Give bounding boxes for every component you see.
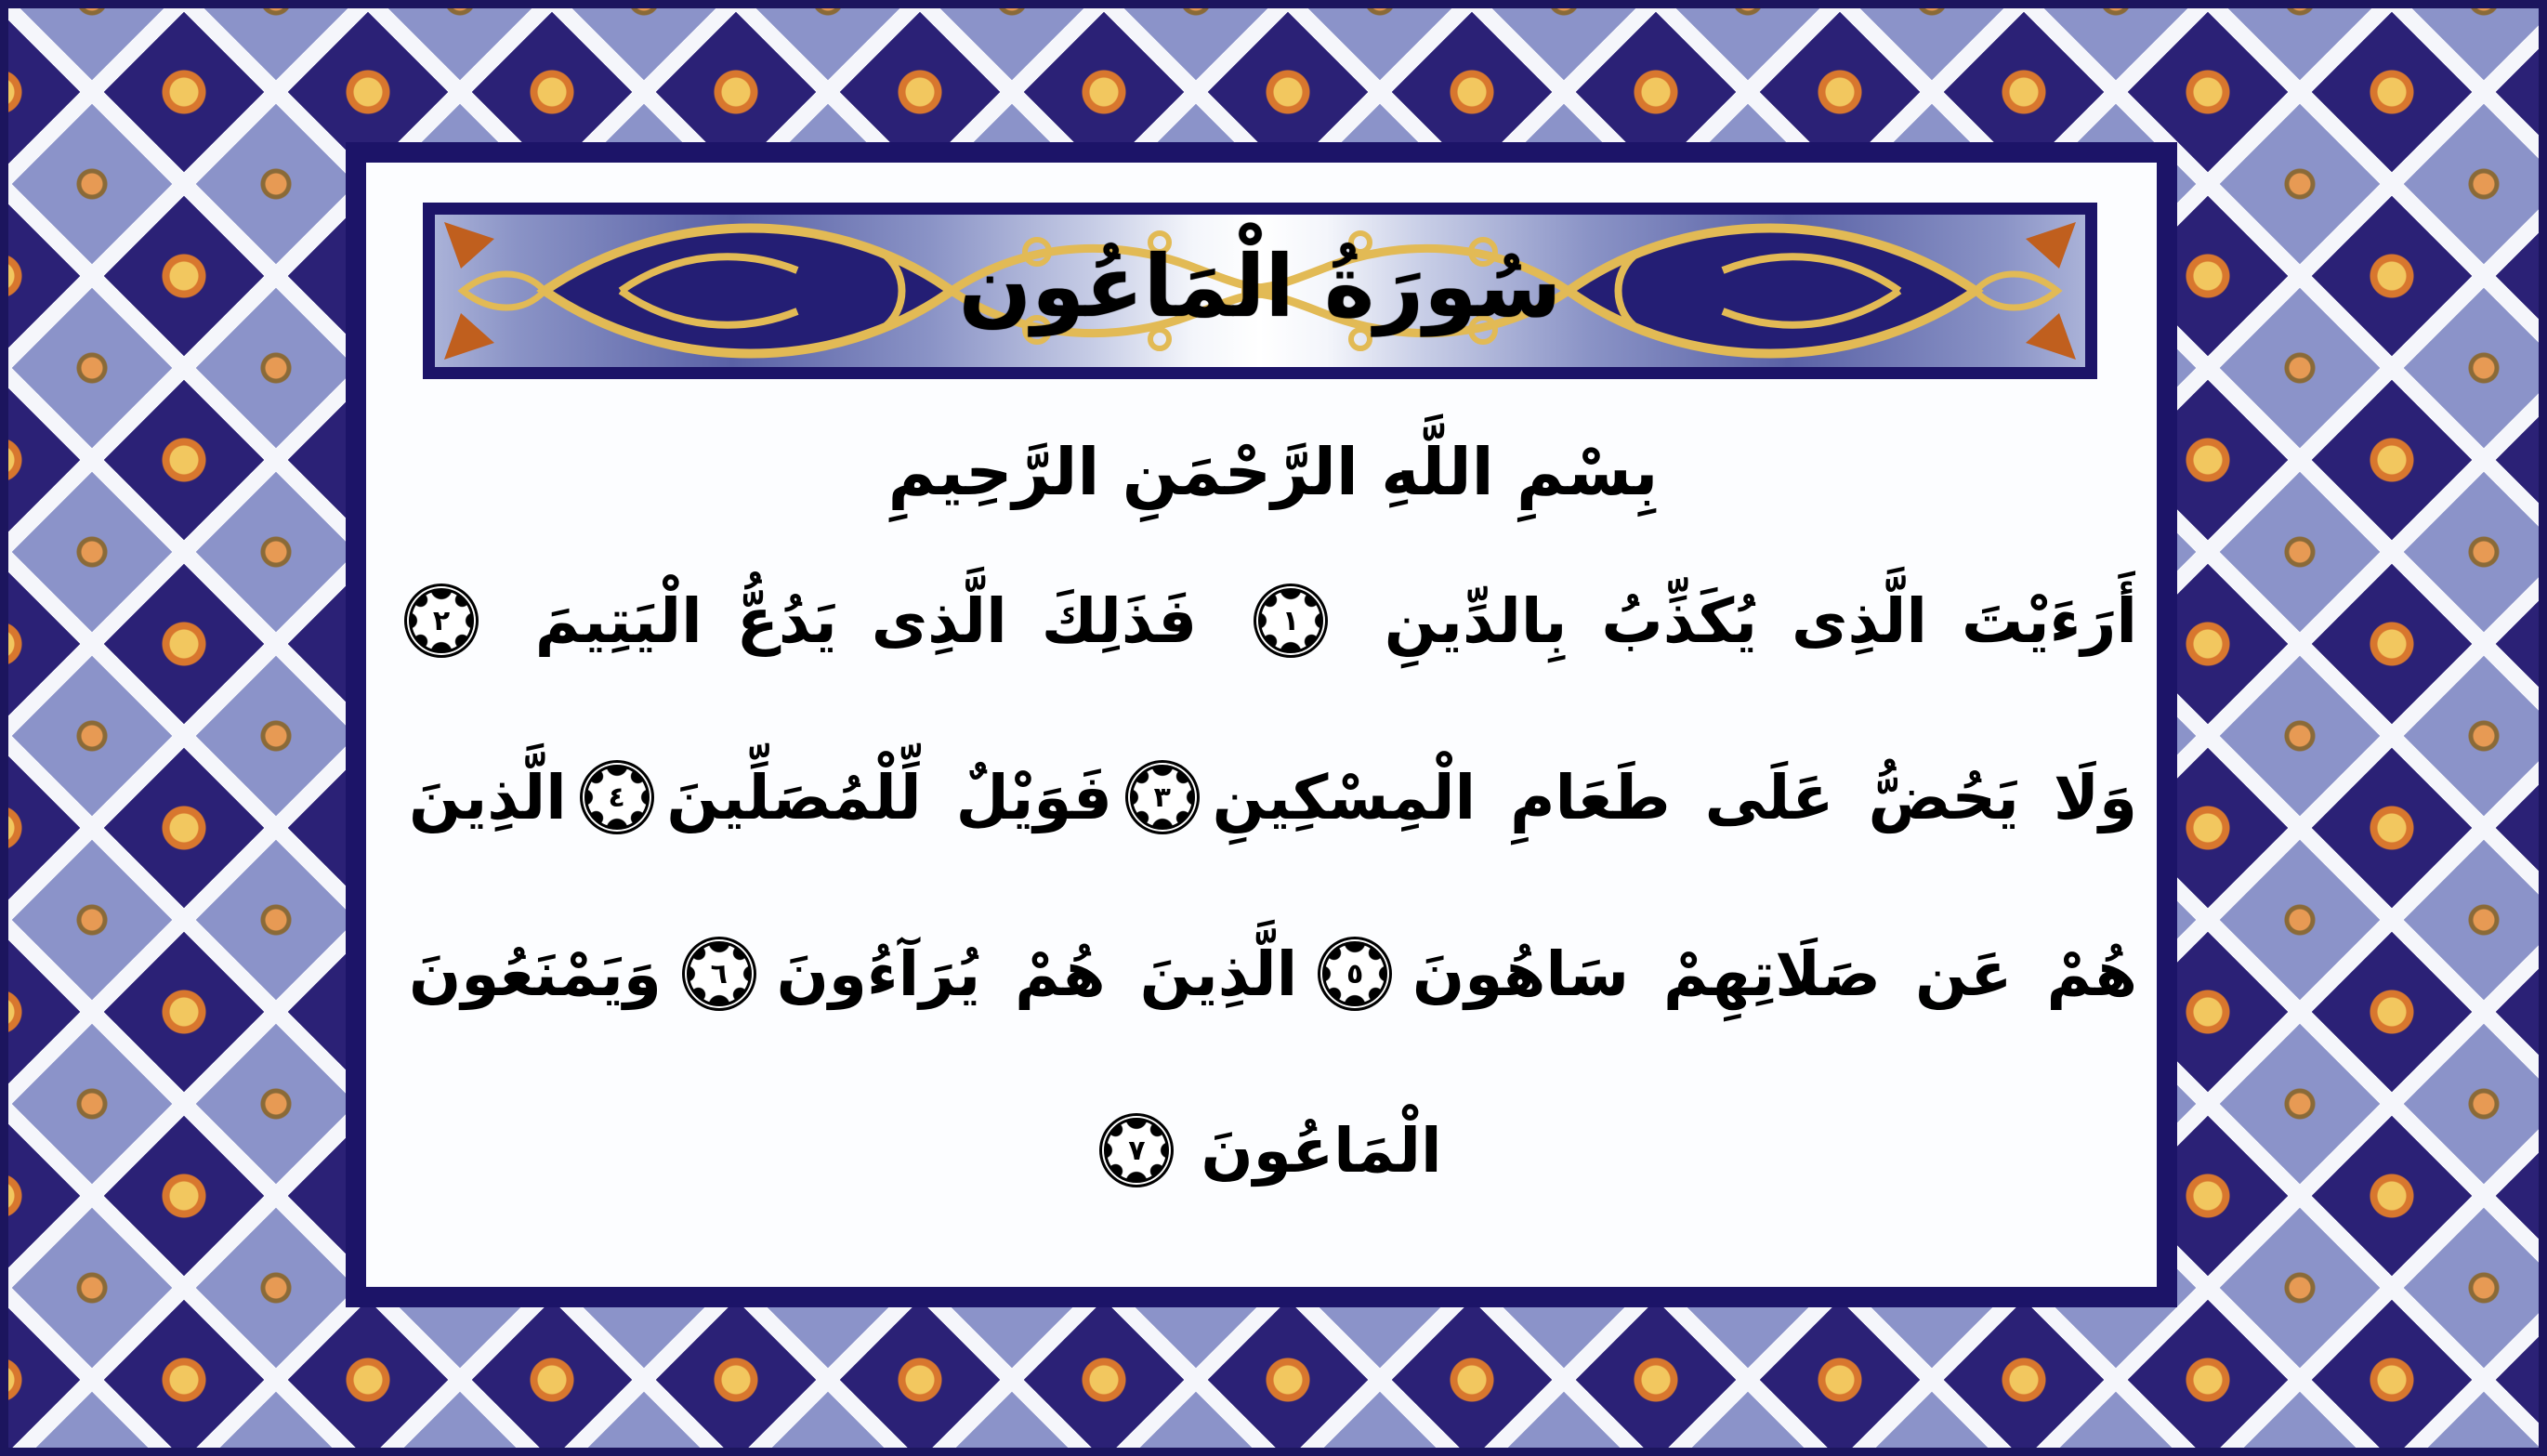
surah-title: سُورَةُ الْمَاعُون — [958, 237, 1562, 336]
ayah-marker-3 — [1130, 765, 1195, 830]
verse-line-1 — [409, 542, 2137, 700]
text-panel — [346, 142, 2177, 1307]
verse-5-text-start: الَّذِينَ — [409, 761, 567, 833]
verse-2-text: فَذَلِكَ الَّذِى يَدُعُّ الْيَتِيمَ — [534, 584, 1198, 657]
verse-4-text: فَوَيْلٌ لِّلْمُصَلِّينَ — [666, 761, 1112, 833]
verse-1-text: أَرَءَيْتَ الَّذِى يُكَذِّبُ بِالدِّينِ — [1384, 584, 2137, 657]
ayah-number: ٣ — [1153, 780, 1171, 814]
ayah-number: ٤ — [608, 780, 625, 814]
verse-line-2 — [409, 718, 2137, 876]
ayah-marker-7 — [1104, 1118, 1169, 1183]
ayah-number: ٧ — [1128, 1134, 1146, 1167]
verse-7-text-start: وَيَمْنَعُونَ — [409, 938, 662, 1010]
verse-line-4 — [409, 1071, 2137, 1229]
verse-7-text-end: الْمَاعُونَ — [1201, 1114, 1442, 1187]
ayah-marker-6 — [687, 941, 752, 1006]
verse-3-text: وَلَا يَحُضُّ عَلَى طَعَامِ الْمِسْكِينِ — [1212, 761, 2137, 833]
ayah-marker-5 — [1322, 941, 1387, 1006]
verse-6-text: الَّذِينَ هُمْ يُرَآءُونَ — [776, 938, 1298, 1010]
ayah-marker-1 — [1258, 588, 1323, 653]
ayah-marker-4 — [584, 765, 650, 830]
verse-5-text-end: هُمْ عَن صَلَاتِهِمْ سَاهُونَ — [1411, 938, 2137, 1010]
surah-header-band — [423, 203, 2097, 379]
ayah-number: ٦ — [710, 957, 728, 990]
ayah-number: ٢ — [432, 604, 451, 637]
ayah-number: ١ — [1281, 604, 1300, 637]
bismillah-text: بِسْمِ اللَّهِ الرَّحْمَنِ الرَّحِيمِ — [887, 434, 1659, 510]
ayah-marker-2 — [409, 588, 474, 653]
verse-line-3 — [409, 895, 2137, 1053]
ayah-number: ٥ — [1346, 957, 1364, 990]
